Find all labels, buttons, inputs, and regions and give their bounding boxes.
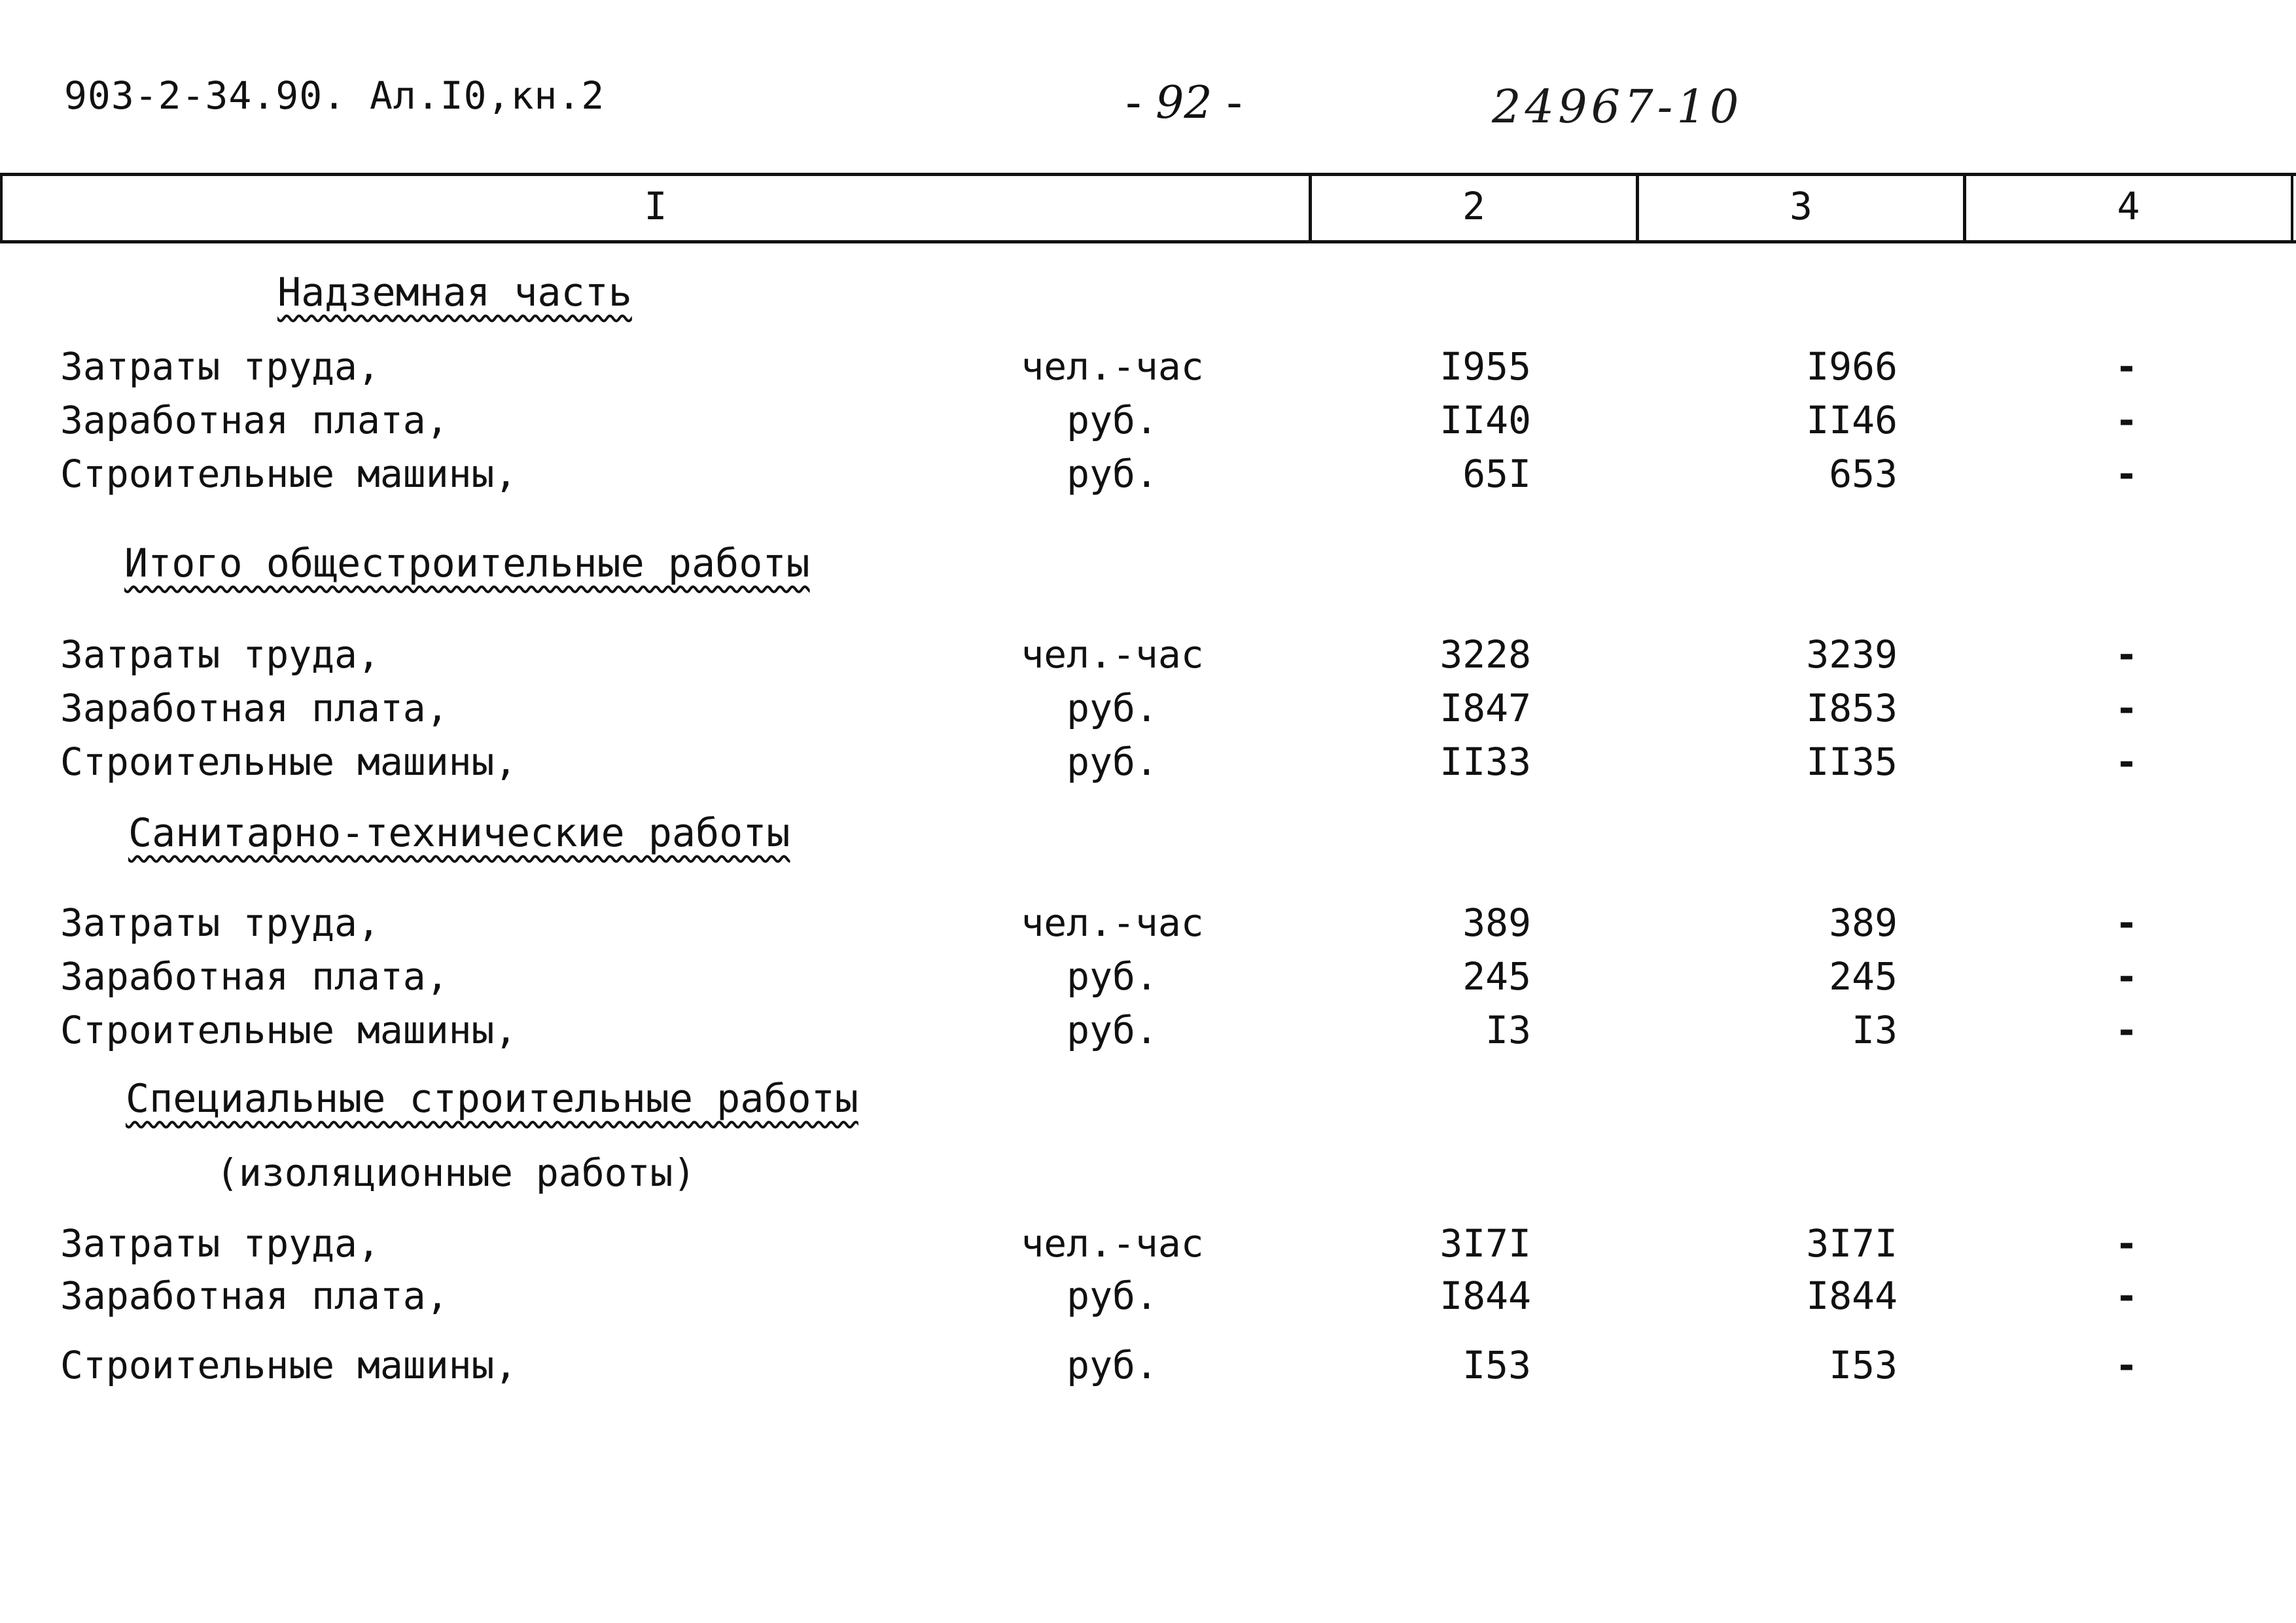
- row-value-col3: 653: [1829, 452, 1898, 496]
- row-value-col2: I847: [1439, 686, 1531, 730]
- row-label: Заработная плата,: [60, 686, 449, 730]
- row-value-col3: I853: [1806, 686, 1898, 730]
- row-value-col4: -: [2115, 686, 2138, 730]
- row-unit: чел.-час: [1021, 344, 1204, 389]
- row-unit: руб.: [1067, 1343, 1158, 1387]
- row-unit: руб.: [1067, 954, 1158, 999]
- row-value-col2: I3: [1485, 1008, 1531, 1052]
- row-label: Заработная плата,: [60, 398, 449, 442]
- row-value-col3: I966: [1806, 344, 1898, 389]
- row-unit: руб.: [1067, 1008, 1158, 1052]
- table-row: [0, 344, 2296, 397]
- row-label: Строительные машины,: [60, 1343, 518, 1387]
- row-value-col2: II40: [1439, 398, 1531, 442]
- table-row: [0, 1221, 2296, 1274]
- row-value-col4: -: [2115, 344, 2138, 389]
- row-value-col4: -: [2115, 398, 2138, 442]
- row-value-col2: 245: [1462, 954, 1531, 999]
- row-value-col3: II46: [1806, 398, 1898, 442]
- section-note: (изоляционные работы): [216, 1150, 696, 1195]
- row-label: Затраты труда,: [60, 901, 380, 945]
- row-label: Заработная плата,: [60, 1274, 449, 1318]
- row-value-col2: I844: [1439, 1274, 1531, 1318]
- row-unit: руб.: [1067, 740, 1158, 784]
- row-value-col2: I955: [1439, 344, 1531, 389]
- section-title: Итого общестроительные работы: [124, 541, 810, 586]
- row-unit: чел.-час: [1021, 632, 1204, 677]
- table-row: [0, 740, 2296, 792]
- row-label: Заработная плата,: [60, 954, 449, 999]
- column-header-1: I: [0, 176, 1309, 240]
- row-unit: чел.-час: [1021, 1221, 1204, 1266]
- row-value-col4: -: [2115, 1008, 2138, 1052]
- table-row: [0, 954, 2296, 1007]
- row-unit: чел.-час: [1021, 901, 1204, 945]
- row-value-col3: 245: [1829, 954, 1898, 999]
- section-title: Надземная часть: [277, 270, 632, 315]
- row-value-col3: 389: [1829, 901, 1898, 945]
- row-value-col4: -: [2115, 1221, 2138, 1266]
- row-label: Строительные машины,: [60, 740, 518, 784]
- table-row: [0, 632, 2296, 685]
- row-value-col4: -: [2115, 954, 2138, 999]
- table-row: [0, 1008, 2296, 1060]
- row-value-col2: II33: [1439, 740, 1531, 784]
- row-value-col4: -: [2115, 632, 2138, 677]
- table-row: [0, 398, 2296, 450]
- row-label: Строительные машины,: [60, 452, 518, 496]
- row-unit: руб.: [1067, 452, 1158, 496]
- row-value-col4: -: [2115, 1343, 2138, 1387]
- row-value-col3: I844: [1806, 1274, 1898, 1318]
- row-value-col3: II35: [1806, 740, 1898, 784]
- row-label: Строительные машины,: [60, 1008, 518, 1052]
- row-value-col3: I3: [1852, 1008, 1898, 1052]
- row-value-col2: 65I: [1462, 452, 1531, 496]
- table-row: [0, 1274, 2296, 1326]
- page-number-value: 92: [1156, 77, 1212, 129]
- section-title: Специальные строительные работы: [126, 1076, 858, 1122]
- row-value-col3: 3I7I: [1806, 1221, 1898, 1266]
- table-header: [0, 173, 2296, 243]
- row-value-col2: I53: [1462, 1343, 1531, 1387]
- column-header-3: 3: [1636, 176, 1963, 240]
- column-header-4: 4: [1963, 176, 2293, 240]
- row-label: Затраты труда,: [60, 632, 380, 677]
- handwritten-reference: 24967-10: [1492, 80, 1743, 134]
- table-row: [0, 1343, 2296, 1395]
- row-unit: руб.: [1067, 1274, 1158, 1318]
- table-row: [0, 901, 2296, 953]
- document-code: 903-2-34.90. Ал.I0,кн.2: [64, 73, 605, 118]
- page-number: - 92 -: [1125, 77, 1243, 129]
- table-row: [0, 686, 2296, 738]
- row-unit: руб.: [1067, 686, 1158, 730]
- row-unit: руб.: [1067, 398, 1158, 442]
- row-value-col4: -: [2115, 452, 2138, 496]
- column-header-2: 2: [1309, 176, 1636, 240]
- row-value-col2: 3228: [1439, 632, 1531, 677]
- table-row: [0, 452, 2296, 504]
- row-value-col2: 389: [1462, 901, 1531, 945]
- row-label: Затраты труда,: [60, 1221, 380, 1266]
- row-value-col4: -: [2115, 901, 2138, 945]
- row-value-col4: -: [2115, 740, 2138, 784]
- section-title: Санитарно-технические работы: [128, 810, 790, 856]
- row-value-col4: -: [2115, 1274, 2138, 1318]
- row-value-col3: I53: [1829, 1343, 1898, 1387]
- row-label: Затраты труда,: [60, 344, 380, 389]
- row-value-col3: 3239: [1806, 632, 1898, 677]
- row-value-col2: 3I7I: [1439, 1221, 1531, 1266]
